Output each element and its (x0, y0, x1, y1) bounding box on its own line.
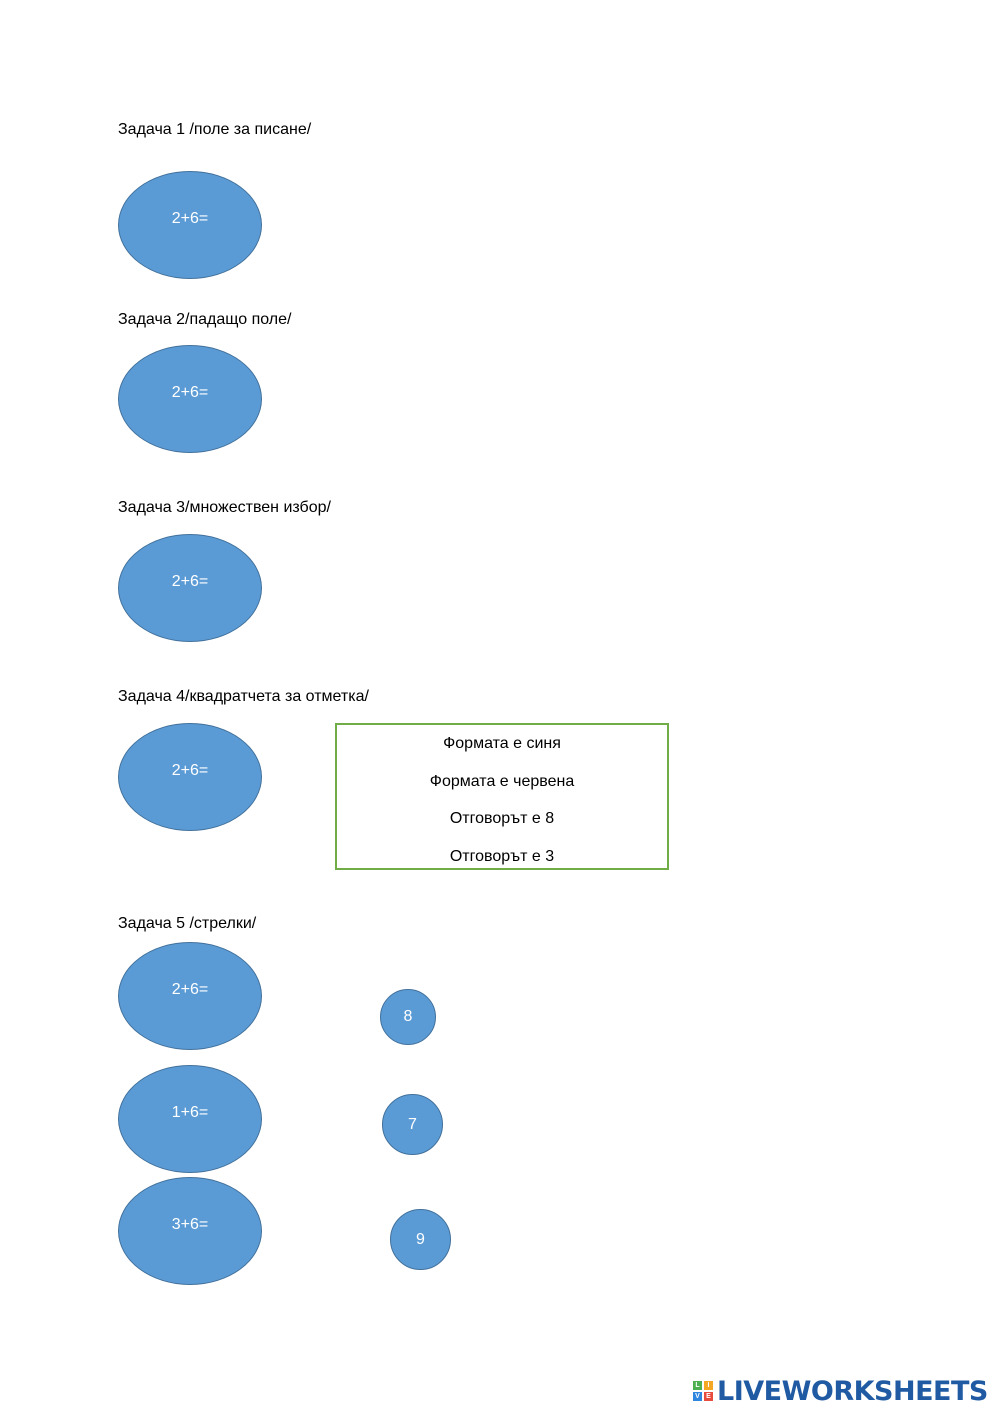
task5-expression-shape[interactable] (118, 942, 262, 1050)
task3-expression-shape (118, 534, 262, 642)
task4-heading: Задача 4/квадратчета за отметка/ (118, 688, 369, 705)
task5-expression: 1+6= (171, 1104, 209, 1121)
task1-expression: 2+6= (171, 210, 209, 227)
task5-answer: 8 (403, 1008, 413, 1025)
task4-option[interactable]: Отговорът е 8 (449, 810, 555, 827)
task4-option[interactable]: Формата е червена (429, 773, 575, 790)
task4-option[interactable]: Отговорът е 3 (449, 848, 555, 865)
task5-expression-shape[interactable] (118, 1065, 262, 1173)
task2-expression: 2+6= (171, 384, 209, 401)
logo-letter-v: V (693, 1392, 702, 1401)
logo-letter-e: E (704, 1392, 713, 1401)
task1-expression-shape (118, 171, 262, 279)
liveworksheets-logo (693, 1376, 988, 1406)
logo-letter-i: I (704, 1381, 713, 1390)
task5-expression: 3+6= (171, 1216, 209, 1233)
task5-expression-shape[interactable] (118, 1177, 262, 1285)
task2-heading: Задача 2/падащо поле/ (118, 311, 292, 328)
task5-answer: 9 (416, 1230, 425, 1248)
task1-heading: Задача 1 /поле за писане/ (118, 121, 312, 138)
task4-options-box (335, 723, 669, 870)
task4-expression-shape (118, 723, 262, 831)
task2-expression-shape (118, 345, 262, 453)
task5-heading: Задача 5 /стрелки/ (118, 915, 257, 932)
task5-answer-circle[interactable] (390, 1209, 451, 1270)
task4-option[interactable]: Формата е синя (443, 735, 561, 752)
task4-expression: 2+6= (171, 762, 209, 779)
task5-answer: 7 (408, 1115, 417, 1133)
logo-mark (693, 1381, 713, 1401)
task3-heading: Задача 3/множествен избор/ (118, 499, 331, 516)
logo-letter-l: L (693, 1381, 702, 1390)
task3-expression: 2+6= (171, 573, 209, 590)
task5-answer-circle[interactable] (380, 989, 436, 1045)
task5-answer-circle[interactable] (382, 1094, 443, 1155)
task5-expression: 2+6= (171, 981, 209, 998)
logo-text: LIVEWORKSHEETS (717, 1375, 988, 1407)
